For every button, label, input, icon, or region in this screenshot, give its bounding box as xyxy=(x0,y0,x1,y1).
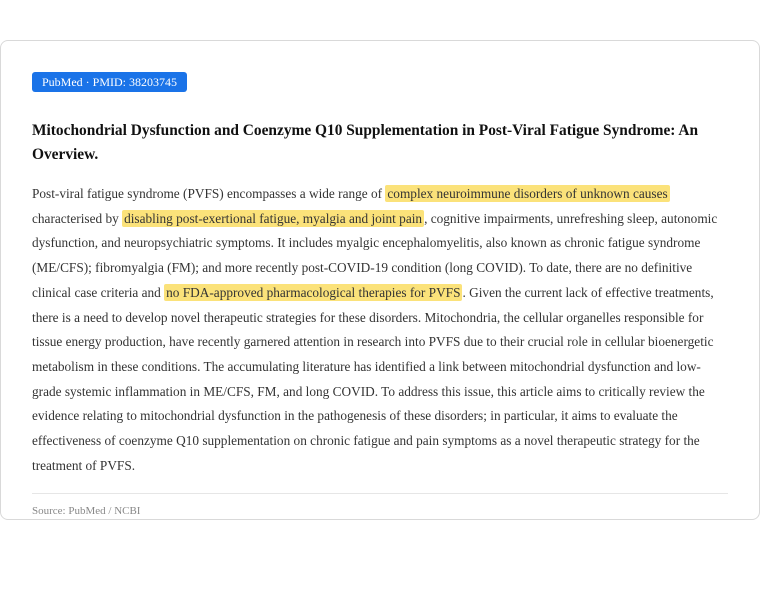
source-note: Source: PubMed / NCBI xyxy=(32,505,141,518)
article-card xyxy=(0,40,760,520)
abstract-text: characterised by xyxy=(32,210,123,226)
abstract-text: Post-viral fatigue syndrome (PVFS) encompasses a wide range of xyxy=(32,186,386,201)
article-title: Mitochondrial Dysfunction and Coenzyme Q10 Supplementation in Post-Viral Fatigue Syndrome: An Overview. xyxy=(32,122,699,163)
abstract-highlight: complex neuroimmune disorders of unknown causes xyxy=(387,186,668,201)
divider xyxy=(32,493,728,494)
abstract-highlight: disabling post-exertional fatigue, myalgia and joint pain xyxy=(124,210,423,226)
abstract-text: . Given the current lack of effective treatments, there is a need to develop novel therapeutic strategies for these disorders. Mitochondria, the cellular organelles responsible for tissue energy production, have recently garnered attention in research into PVFS due to their crucial role in cellular bioenergetic metabolism in these conditions. The accumulating literature has identified a link between mitochondrial dysfunction and low-grade systemic inflammation in ME/CFS, FM, and long COVID. To address this issue, this article aims to critically review the evidence relating to mitochondrial dysfunction in the pathogenesis of these disorders; in particular, it aims to evaluate the effectiveness of coenzyme Q10 supplementation on chronic fatigue and pain symptoms as a novel therapeutic strategy for the treatment of PVFS. xyxy=(32,284,714,473)
abstract-text: , cognitive impairments, unrefreshing sleep, autonomic dysfunction, and neuropsychiatric symptoms. It includes myalgic encephalomyelitis, also known as chronic fatigue syndrome (ME/CFS); fibromyalgia (FM); and more recently post-COVID-19 condition (long COVID). To date, there are no definitive clinical case criteria and xyxy=(32,210,718,300)
article-abstract xyxy=(32,182,728,478)
source-badge: PubMed · PMID: 38203745 xyxy=(32,72,187,92)
abstract-highlight: no FDA-approved pharmacological therapies for PVFS xyxy=(166,284,461,300)
